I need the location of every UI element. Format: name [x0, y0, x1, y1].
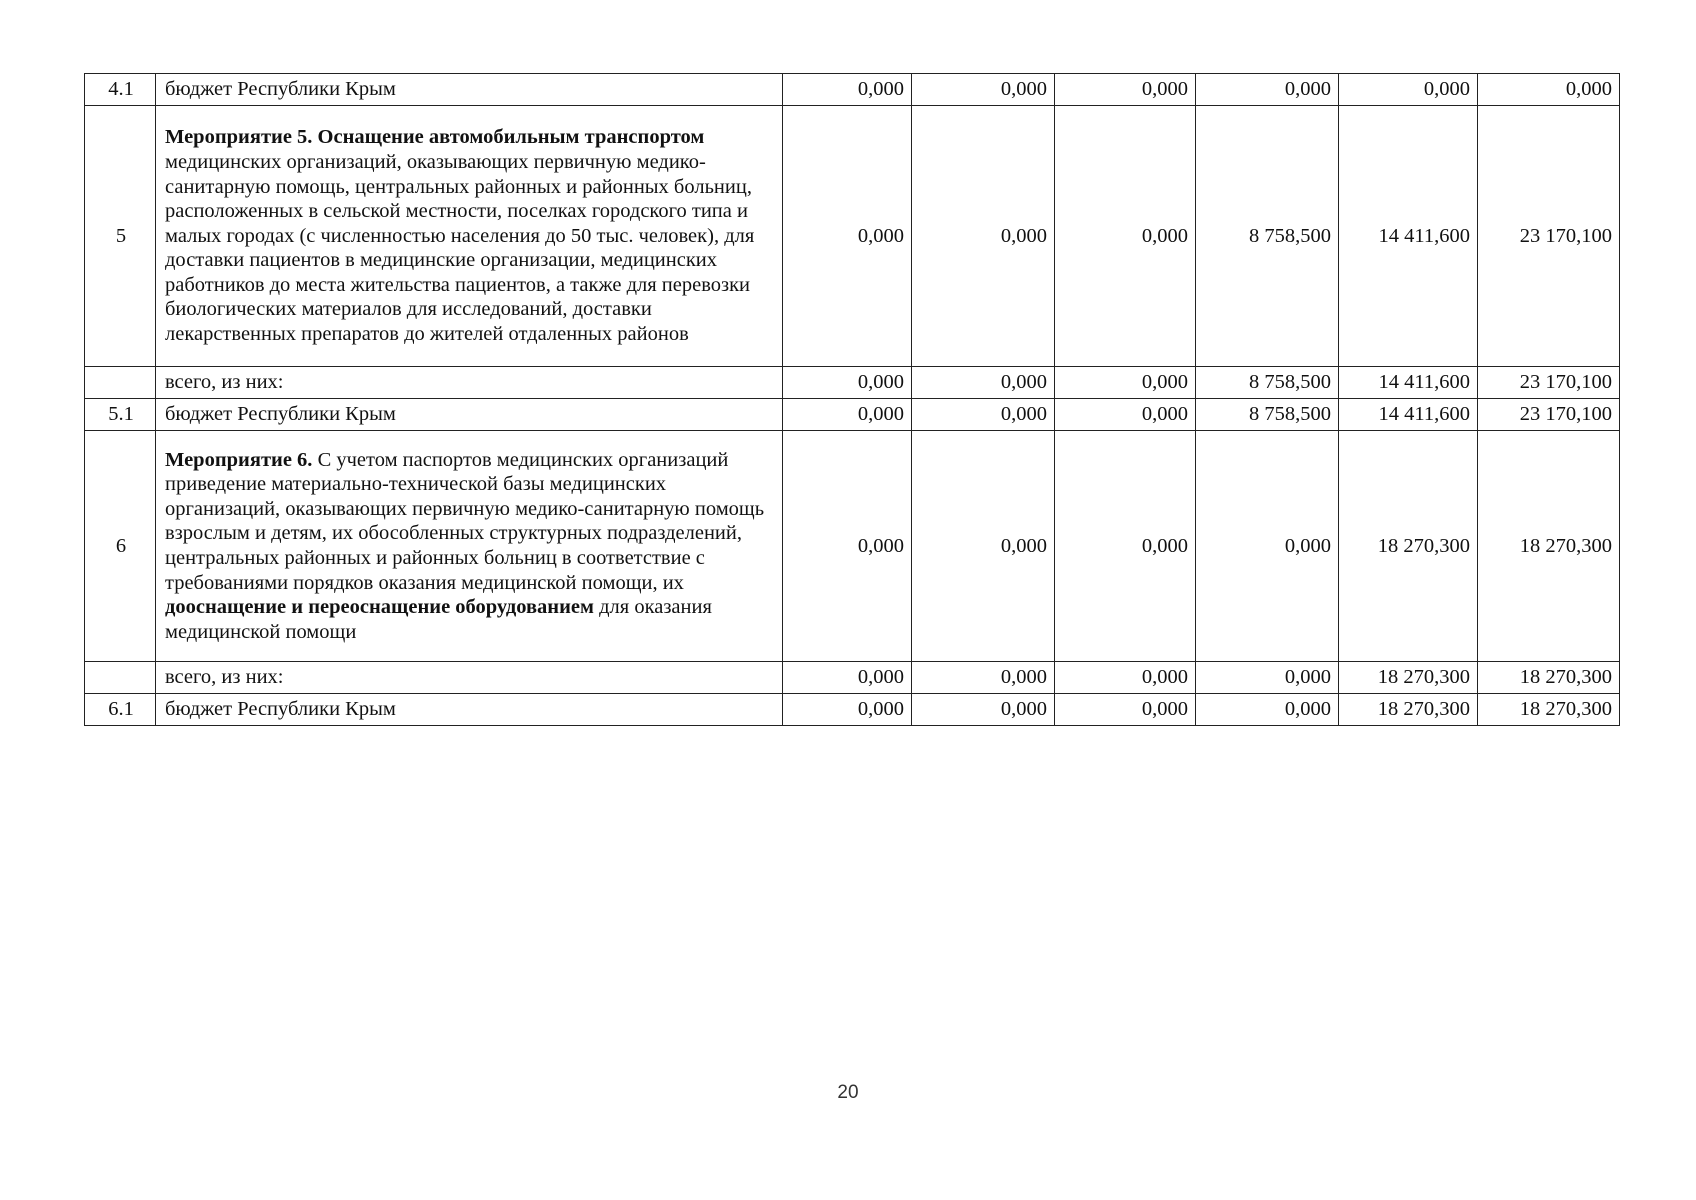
row-number: 4.1 [85, 74, 156, 106]
table-row [85, 106, 1620, 367]
value-cell: 18 270,300 [1478, 431, 1620, 662]
measure-description [156, 106, 783, 367]
value-cell: 18 270,300 [1339, 694, 1478, 726]
value-cell: 0,000 [1055, 694, 1196, 726]
value-cell: 8 758,500 [1196, 399, 1339, 431]
value-cell: 14 411,600 [1339, 367, 1478, 399]
value-cell: 0,000 [783, 694, 912, 726]
row-label: всего, из них: [156, 367, 783, 399]
value-cell: 0,000 [1055, 662, 1196, 694]
value-cell: 14 411,600 [1339, 106, 1478, 367]
value-cell: 0,000 [1196, 74, 1339, 106]
table-row [85, 367, 1620, 399]
table-row [85, 431, 1620, 662]
table-row [85, 399, 1620, 431]
value-cell: 0,000 [1339, 74, 1478, 106]
table-row [85, 694, 1620, 726]
value-cell: 18 270,300 [1339, 431, 1478, 662]
row-number: 6 [85, 431, 156, 662]
value-cell: 0,000 [1055, 74, 1196, 106]
value-cell: 0,000 [912, 431, 1055, 662]
value-cell: 18 270,300 [1478, 662, 1620, 694]
value-cell: 0,000 [783, 399, 912, 431]
row-label: бюджет Республики Крым [156, 694, 783, 726]
value-cell: 0,000 [1055, 399, 1196, 431]
budget-table-page [84, 73, 1619, 726]
measure-title: Мероприятие 5. Оснащение автомобильным транспортом [165, 126, 705, 149]
measure-text-end: для оказания медицинской помощи [165, 596, 712, 643]
value-cell: 0,000 [783, 431, 912, 662]
page-number: 20 [837, 1082, 859, 1103]
value-cell: 0,000 [783, 662, 912, 694]
value-cell: 0,000 [1055, 106, 1196, 367]
value-cell: 0,000 [1478, 74, 1620, 106]
measure-emphasis: дооснащение и переоснащение оборудованием [165, 596, 594, 619]
value-cell: 0,000 [783, 106, 912, 367]
row-number: 5.1 [85, 399, 156, 431]
measure-text: С учетом паспортов медицинских организаций приведение материально-технической базы медицинских организаций, оказывающих первичную медико-санитарную помощь взрослым и детям, их обособленных структурных подразделений, центральных районных и районных больниц в соответствие с требованиями порядков оказания медицинской помощи, их [165, 448, 765, 594]
value-cell: 0,000 [912, 367, 1055, 399]
row-label: бюджет Республики Крым [156, 399, 783, 431]
measure-title: Мероприятие 6. [165, 448, 313, 471]
value-cell: 0,000 [912, 74, 1055, 106]
value-cell: 0,000 [912, 399, 1055, 431]
value-cell: 8 758,500 [1196, 106, 1339, 367]
row-number: 5 [85, 106, 156, 367]
value-cell: 0,000 [783, 74, 912, 106]
measure-text: медицинских организаций, оказывающих первичную медико-санитарную помощь, центральных районных и районных больниц, расположенных в сельской местности, поселках городского типа и малых городах (с численностью населения до 50 тыс. человек), для доставки пациентов в медицинские организации, медицинских работников до места жительства пациентов, а также для перевозки биологических материалов для исследований, доставки лекарственных препаратов до жителей отдаленных районов [165, 150, 755, 346]
value-cell: 0,000 [912, 106, 1055, 367]
value-cell: 0,000 [1055, 431, 1196, 662]
value-cell: 0,000 [1196, 431, 1339, 662]
value-cell: 0,000 [912, 662, 1055, 694]
measure-description [156, 431, 783, 662]
value-cell: 8 758,500 [1196, 367, 1339, 399]
value-cell: 14 411,600 [1339, 399, 1478, 431]
row-number: 6.1 [85, 694, 156, 726]
row-number [85, 662, 156, 694]
value-cell: 0,000 [1196, 694, 1339, 726]
value-cell: 23 170,100 [1478, 106, 1620, 367]
row-label: бюджет Республики Крым [156, 74, 783, 106]
value-cell: 23 170,100 [1478, 399, 1620, 431]
table-row [85, 74, 1620, 106]
value-cell: 0,000 [783, 367, 912, 399]
value-cell: 18 270,300 [1478, 694, 1620, 726]
row-label: всего, из них: [156, 662, 783, 694]
row-number [85, 367, 156, 399]
value-cell: 0,000 [1196, 662, 1339, 694]
value-cell: 23 170,100 [1478, 367, 1620, 399]
value-cell: 18 270,300 [1339, 662, 1478, 694]
value-cell: 0,000 [912, 694, 1055, 726]
budget-table [84, 73, 1620, 726]
value-cell: 0,000 [1055, 367, 1196, 399]
table-row [85, 662, 1620, 694]
